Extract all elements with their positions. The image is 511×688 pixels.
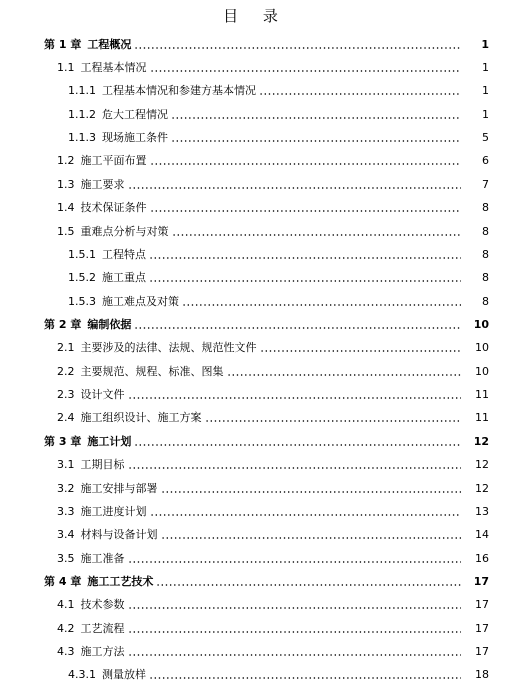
- toc-entry-title: 技术保证条件: [80, 201, 147, 215]
- toc-entry-level-2[interactable]: [0, 500, 511, 523]
- toc-entry-title: 工程特点: [102, 247, 146, 261]
- toc-entry-level-1[interactable]: [0, 570, 511, 593]
- toc-entry-title: 施工准备: [80, 551, 125, 565]
- toc-entry-title: 施工组织设计、施工方案: [80, 411, 202, 425]
- toc-dot-leader: [259, 93, 461, 95]
- toc-entry-page-number: 17: [475, 645, 489, 659]
- toc-dot-leader: [260, 350, 462, 352]
- toc-entry-page-number: 17: [473, 574, 489, 588]
- toc-entry-level-2[interactable]: [0, 150, 511, 173]
- toc-dot-leader: [128, 187, 462, 189]
- toc-entry-level-2[interactable]: [0, 524, 511, 547]
- toc-entry-title: 测量放样: [102, 668, 146, 682]
- toc-entry-page-number: 17: [475, 598, 489, 612]
- toc-entry-title: 工程基本情况和参建方基本情况: [102, 84, 256, 98]
- toc-entry-page-number: 8: [482, 201, 489, 215]
- toc-entry-level-2[interactable]: [0, 173, 511, 196]
- toc-entry-title: 施工平面布置: [80, 154, 147, 168]
- toc-entry-number: 1.1.1: [68, 84, 96, 98]
- toc-entry-number: 2.4: [57, 411, 75, 425]
- toc-entry-page-number: 8: [482, 271, 489, 285]
- toc-entry-level-3[interactable]: [0, 243, 511, 266]
- toc-entry-title: 施工进度计划: [80, 504, 147, 518]
- toc-entry-number: 1.5.3: [68, 294, 96, 308]
- toc-dot-leader: [150, 514, 462, 516]
- toc-entry-title: 技术参数: [80, 598, 125, 612]
- toc-entry-level-2[interactable]: [0, 337, 511, 360]
- toc-entry-number: 4.1: [57, 598, 75, 612]
- toc-entry-number: 2.3: [57, 388, 75, 402]
- toc-dot-leader: [172, 234, 462, 236]
- toc-entry-number: 1.5: [57, 224, 75, 238]
- toc-dot-leader: [182, 304, 461, 306]
- toc-entry-number: 1.3: [57, 177, 75, 191]
- toc-dot-leader: [128, 654, 462, 656]
- toc-entry-number: 1.1.2: [68, 107, 96, 121]
- toc-entry-level-2[interactable]: [0, 547, 511, 570]
- toc-entry-page-number: 6: [482, 154, 489, 168]
- toc-entry-title: 施工难点及对策: [102, 294, 179, 308]
- toc-entry-title: 施工方法: [80, 645, 125, 659]
- toc-entry-page-number: 11: [475, 411, 489, 425]
- toc-dot-leader: [128, 631, 462, 633]
- toc-dot-leader: [134, 444, 461, 446]
- toc-entry-title: 施工计划: [87, 434, 132, 448]
- toc-entry-page-number: 17: [475, 621, 489, 635]
- toc-entry-title: 危大工程情况: [102, 107, 168, 121]
- toc-entry-level-3[interactable]: [0, 103, 511, 126]
- toc-entry-number: 1.1.3: [68, 131, 96, 145]
- toc-entry-number: 第 4 章: [44, 574, 82, 588]
- toc-entry-number: 1.2: [57, 154, 75, 168]
- toc-entry-page-number: 5: [482, 131, 489, 145]
- toc-dot-leader: [149, 677, 461, 679]
- toc-entry-number: 4.2: [57, 621, 75, 635]
- toc-entry-title: 工期目标: [80, 458, 125, 472]
- toc-entry-number: 2.2: [57, 364, 75, 378]
- toc-entry-page-number: 8: [482, 247, 489, 261]
- toc-dot-leader: [227, 374, 462, 376]
- toc-entry-page-number: 1: [482, 84, 489, 98]
- toc-entry-page-number: 8: [482, 294, 489, 308]
- toc-entry-number: 2.1: [57, 341, 75, 355]
- toc-entry-level-2[interactable]: [0, 617, 511, 640]
- toc-entry-number: 3.3: [57, 504, 75, 518]
- toc-dot-leader: [150, 163, 462, 165]
- toc-entry-level-2[interactable]: [0, 220, 511, 243]
- toc-entry-level-3[interactable]: [0, 664, 511, 687]
- toc-entry-page-number: 8: [482, 224, 489, 238]
- toc-entry-number: 第 3 章: [44, 434, 82, 448]
- toc-entry-number: 3.2: [57, 481, 75, 495]
- toc-entry-number: 4.3: [57, 645, 75, 659]
- toc-entry-title: 施工安排与部署: [80, 481, 158, 495]
- toc-entry-title: 重难点分析与对策: [80, 224, 169, 238]
- toc-entry-level-1[interactable]: [0, 313, 511, 336]
- toc-dot-leader: [128, 561, 462, 563]
- toc-dot-leader: [150, 210, 462, 212]
- toc-entry-level-1[interactable]: [0, 430, 511, 453]
- toc-dot-leader: [171, 140, 461, 142]
- toc-entry-page-number: 16: [475, 551, 489, 565]
- toc-dot-leader: [149, 257, 461, 259]
- toc-entry-level-2[interactable]: [0, 56, 511, 79]
- toc-entry-title: 主要规范、规程、标准、图集: [80, 364, 224, 378]
- toc-entry-page-number: 1: [482, 107, 489, 121]
- toc-entry-page-number: 12: [475, 481, 489, 495]
- toc-dot-leader: [134, 47, 461, 49]
- toc-entry-page-number: 18: [475, 668, 489, 682]
- toc-entry-number: 第 1 章: [44, 37, 82, 51]
- toc-entry-number: 4.3.1: [68, 668, 96, 682]
- toc-entry-title: 设计文件: [80, 388, 125, 402]
- toc-entry-title: 施工工艺技术: [87, 574, 154, 588]
- toc-entry-page-number: 13: [475, 504, 489, 518]
- toc-list: [0, 33, 511, 687]
- toc-entry-title: 主要涉及的法律、法规、规范性文件: [80, 341, 257, 355]
- toc-dot-leader: [205, 420, 462, 422]
- toc-entry-page-number: 10: [475, 364, 489, 378]
- toc-dot-leader: [128, 467, 462, 469]
- toc-entry-level-2[interactable]: [0, 407, 511, 430]
- toc-entry-page-number: 1: [482, 61, 489, 75]
- toc-dot-leader: [161, 537, 462, 539]
- toc-entry-number: 第 2 章: [44, 317, 82, 331]
- toc-entry-page-number: 12: [473, 434, 489, 448]
- toc-entry-page-number: 10: [473, 317, 489, 331]
- toc-entry-number: 3.5: [57, 551, 75, 565]
- toc-entry-title: 工艺流程: [80, 621, 125, 635]
- toc-dot-leader: [171, 117, 461, 119]
- toc-entry-number: 3.1: [57, 458, 75, 472]
- toc-title: 目 录: [223, 7, 288, 25]
- toc-entry-number: 3.4: [57, 528, 75, 542]
- toc-entry-title: 施工重点: [102, 271, 146, 285]
- toc-entry-level-1[interactable]: [0, 33, 511, 56]
- toc-entry-level-2[interactable]: [0, 594, 511, 617]
- toc-entry-title: 现场施工条件: [102, 131, 168, 145]
- toc-dot-leader: [161, 491, 462, 493]
- toc-entry-title: 材料与设备计划: [80, 528, 158, 542]
- toc-entry-page-number: 1: [481, 37, 489, 51]
- toc-entry-level-2[interactable]: [0, 640, 511, 663]
- toc-entry-title: 工程基本情况: [80, 61, 147, 75]
- toc-entry-level-3[interactable]: [0, 126, 511, 149]
- toc-entry-title: 编制依据: [87, 317, 132, 331]
- toc-dot-leader: [128, 607, 462, 609]
- toc-entry-level-2[interactable]: [0, 477, 511, 500]
- toc-entry-number: 1.1: [57, 61, 75, 75]
- toc-entry-title: 工程概况: [87, 37, 132, 51]
- toc-entry-page-number: 11: [475, 388, 489, 402]
- toc-entry-number: 1.5.2: [68, 271, 96, 285]
- toc-dot-leader: [150, 70, 462, 72]
- toc-entry-level-2[interactable]: [0, 453, 511, 476]
- toc-entry-title: 施工要求: [80, 177, 125, 191]
- toc-dot-leader: [128, 397, 462, 399]
- toc-entry-level-2[interactable]: [0, 197, 511, 220]
- toc-entry-page-number: 10: [475, 341, 489, 355]
- toc-entry-number: 1.5.1: [68, 247, 96, 261]
- toc-dot-leader: [134, 327, 461, 329]
- toc-entry-level-3[interactable]: [0, 290, 511, 313]
- toc-entry-level-3[interactable]: [0, 267, 511, 290]
- toc-entry-level-3[interactable]: [0, 80, 511, 103]
- toc-dot-leader: [156, 584, 461, 586]
- toc-entry-page-number: 12: [475, 458, 489, 472]
- toc-entry-level-2[interactable]: [0, 383, 511, 406]
- toc-entry-number: 1.4: [57, 201, 75, 215]
- toc-entry-page-number: 7: [482, 177, 489, 191]
- toc-entry-level-2[interactable]: [0, 360, 511, 383]
- toc-dot-leader: [149, 280, 461, 282]
- toc-entry-page-number: 14: [475, 528, 489, 542]
